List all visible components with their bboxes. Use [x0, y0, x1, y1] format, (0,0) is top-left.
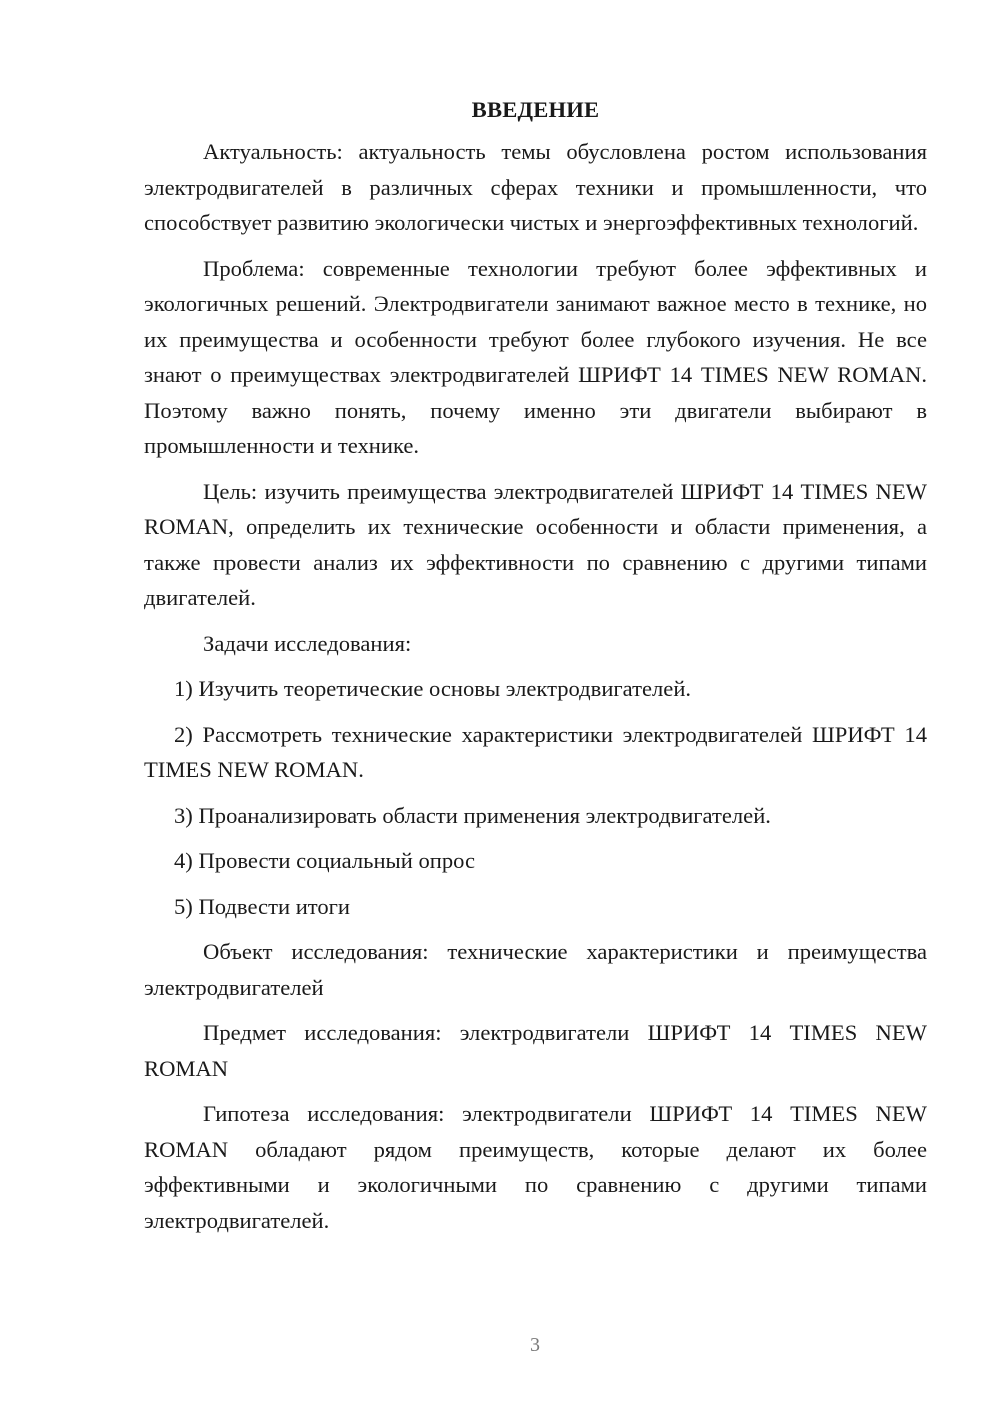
task-item-5: 5) Подвести итоги: [174, 893, 351, 919]
subject-paragraph: Предмет исследования: электродвигатели ШРИФТ 14 TIMES NEW ROMAN: [144, 1020, 927, 1081]
relevance-paragraph: Актуальность: актуальность темы обусловлена ростом использования электродвигателей в различных сферах техники и промышленности, что способствует развитию экологически чистых и энергоэффективных технологий.: [144, 139, 927, 235]
problem-paragraph: Проблема: современные технологии требуют более эффективных и экологичных решений. Электродвигатели занимают важное место в технике, но их преимущества и особенности требуют более глубокого изучения. Не все знают о преимуществах электродвигателей ШРИФТ 14 TIMES NEW ROMAN. Поэтому важно понять, почему именно эти двигатели выбирают в промышленности и технике.: [144, 255, 927, 458]
object-paragraph: Объект исследования: технические характеристики и преимущества электродвигателей: [144, 939, 927, 1000]
task-item-1: 1) Изучить теоретические основы электродвигателей.: [174, 676, 692, 701]
tasks-title: Задачи исследования:: [203, 630, 412, 656]
page-content: [144, 96, 927, 1248]
task-item-4: 4) Провести социальный опрос: [174, 848, 476, 873]
task-item-3: 3) Проанализировать области применения электродвигателей.: [174, 802, 771, 828]
section-heading: ВВЕДЕНИЕ: [471, 97, 600, 122]
goal-paragraph: Цель: изучить преимущества электродвигателей ШРИФТ 14 TIMES NEW ROMAN, определить их технические особенности и области применения, а также провести анализ их эффективности по сравнению с другими типами двигателей.: [144, 478, 927, 610]
task-item-2: 2) Рассмотреть технические характеристики электродвигателей ШРИФТ 14 TIMES NEW ROMAN.: [144, 721, 927, 782]
page-number: 3: [530, 1334, 540, 1356]
hypothesis-paragraph: Гипотеза исследования: электродвигатели ШРИФТ 14 TIMES NEW ROMAN обладают рядом преимуществ, которые делают их более эффективными и экологичными по сравнению с другими типами электродвигателей.: [144, 1101, 927, 1233]
